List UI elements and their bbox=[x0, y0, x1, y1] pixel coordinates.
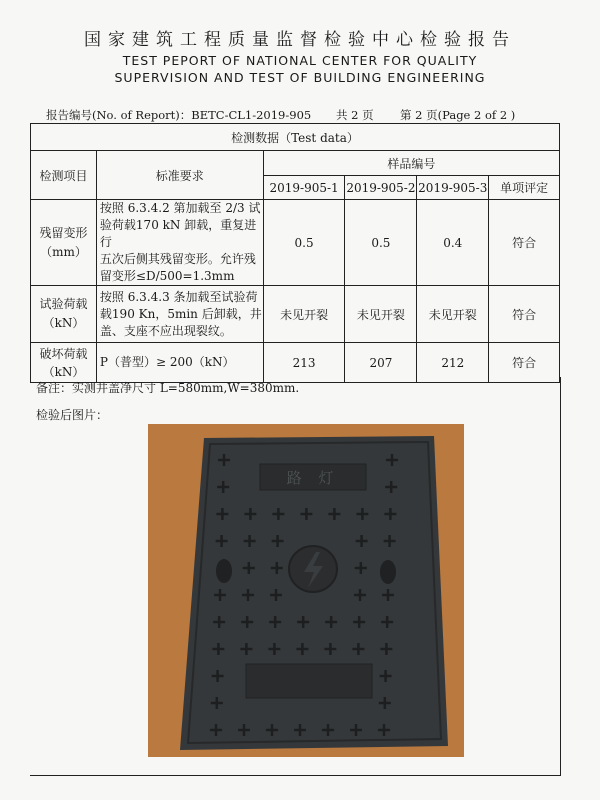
header-test-item: 检测项目 bbox=[31, 151, 97, 200]
row-value-2: 未见开裂 bbox=[345, 286, 417, 343]
test-data-table bbox=[30, 123, 560, 383]
row-value-1: 未见开裂 bbox=[263, 286, 345, 343]
row-value-3: 212 bbox=[417, 343, 489, 383]
photo-label: 检验后图片： bbox=[36, 408, 109, 422]
row-item: 残留变形 （mm） bbox=[31, 200, 97, 286]
remarks: 备注：实测井盖净尺寸 L=580mm,W=380mm. bbox=[36, 381, 300, 395]
table-row bbox=[31, 286, 560, 343]
table-caption: 检测数据（Test data） bbox=[31, 124, 560, 151]
row-value-3: 未见开裂 bbox=[417, 286, 489, 343]
row-evaluation: 符合 bbox=[489, 200, 560, 286]
table-row bbox=[31, 200, 560, 286]
report-title-en-1: TEST PEPORT OF NATIONAL CENTER FOR QUALITY bbox=[122, 53, 478, 68]
row-evaluation: 符合 bbox=[489, 286, 560, 343]
manhole-cover-photo bbox=[148, 424, 464, 757]
total-pages: 共 2 页 bbox=[336, 108, 374, 122]
header-sample-3: 2019-905-3 bbox=[417, 176, 489, 200]
header-sample-1: 2019-905-1 bbox=[263, 176, 345, 200]
row-standard: P（普型）≥ 200（kN） bbox=[96, 343, 263, 383]
row-item: 试验荷载 （kN） bbox=[31, 286, 97, 343]
row-value-3: 0.4 bbox=[417, 200, 489, 286]
page-indicator: 第 2 页(Page 2 of 2 ) bbox=[400, 108, 516, 122]
report-title-cn: 国家建筑工程质量监督检验中心检验报告 bbox=[84, 30, 516, 50]
header-standard: 标准要求 bbox=[96, 151, 263, 200]
bottom-border-line bbox=[30, 775, 561, 776]
row-item: 破坏荷载 （kN） bbox=[31, 343, 97, 383]
row-value-2: 207 bbox=[345, 343, 417, 383]
row-value-1: 213 bbox=[263, 343, 345, 383]
row-value-2: 0.5 bbox=[345, 200, 417, 286]
header-evaluation: 单项评定 bbox=[489, 176, 560, 200]
report-title-en-2: SUPERVISION AND TEST OF BUILDING ENGINEERING bbox=[114, 70, 486, 85]
row-value-1: 0.5 bbox=[263, 200, 345, 286]
header-sample-number: 样品编号 bbox=[263, 151, 559, 176]
row-standard: 按照 6.3.4.3 条加载至试验荷 载190 Kn，5min 后卸载，井 盖、支座不应出现裂纹。 bbox=[96, 286, 263, 343]
row-evaluation: 符合 bbox=[489, 343, 560, 383]
row-standard: 按照 6.3.4.2 第加载至 2/3 试 验荷载170 kN 卸载，重复进行 五次后侧其残留变形。允许残 留变形≤D/500=1.3mm bbox=[96, 200, 263, 286]
right-lift-hole bbox=[380, 560, 396, 584]
table-row bbox=[31, 343, 560, 383]
report-number: 报告编号(No. of Report)：BETC-CL1-2019-905 bbox=[46, 108, 312, 122]
street-light-text: 路 灯 bbox=[286, 469, 340, 487]
lower-plate bbox=[246, 664, 372, 698]
header-sample-2: 2019-905-2 bbox=[345, 176, 417, 200]
right-border-line bbox=[560, 377, 561, 775]
left-lift-hole bbox=[216, 559, 232, 583]
